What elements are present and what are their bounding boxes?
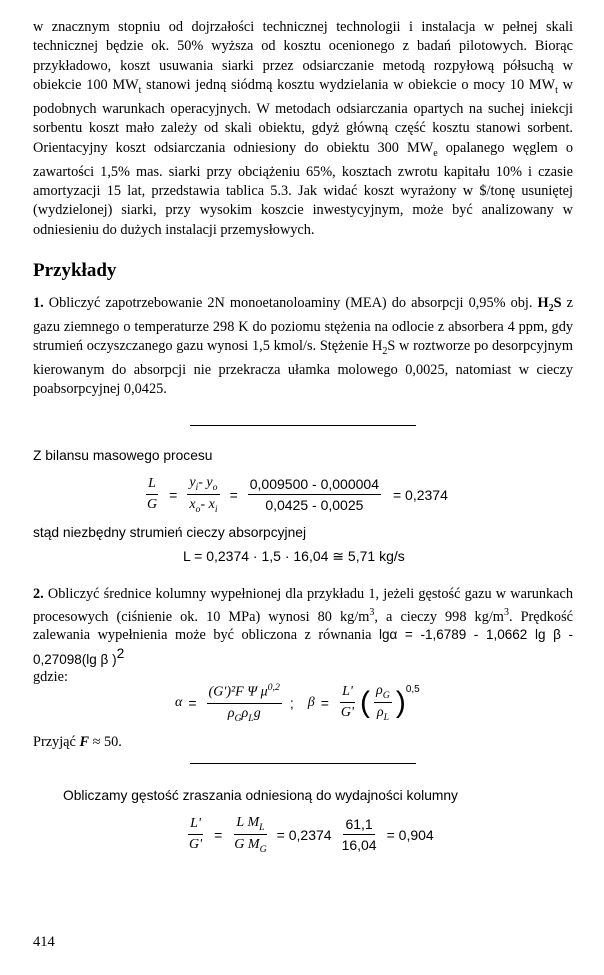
eq2-M2: M — [247, 837, 260, 853]
solution-1-text-2: stąd niezbędny strumień cieczy absorpcyjnej — [33, 525, 307, 541]
gravity-g: g — [253, 705, 261, 721]
separator-2 — [190, 763, 416, 764]
h2s-2: 2 — [548, 302, 554, 314]
frac-y-x — [187, 475, 219, 516]
eq2-Gprime: G' — [189, 837, 203, 853]
assume-line — [33, 734, 573, 751]
eq-sign-1: = — [169, 486, 178, 503]
frac-beta — [339, 684, 356, 721]
rho-l: ρ — [241, 705, 249, 721]
eq-x: x — [189, 497, 196, 513]
assume-text: Przyjąć — [33, 733, 80, 750]
eq-x-minus: - x — [200, 497, 215, 513]
eq-sign-2: = — [229, 486, 238, 503]
rho-num-sub: G — [382, 689, 390, 701]
example-2-number: 2. — [33, 586, 44, 603]
frac-L-G — [145, 476, 159, 513]
frac-values-2 — [340, 816, 379, 853]
frac-alpha — [207, 682, 282, 723]
frac-values — [248, 476, 381, 513]
eq2-den: 16,04 — [341, 837, 377, 854]
eq2-Lprime: L' — [188, 816, 203, 835]
page-content — [33, 18, 573, 865]
equation-alpha-beta — [175, 682, 573, 723]
beta-denominator: G' — [340, 705, 355, 721]
equation-balance — [141, 475, 573, 516]
rho-g-sub: G — [234, 712, 242, 724]
eq-y-i: i — [195, 481, 199, 493]
eq2-M-G: G — [259, 844, 267, 856]
rho-den-sub: L — [383, 712, 390, 724]
eq2-mid: = 0,2374 — [276, 826, 332, 843]
paren-close: ) — [395, 685, 406, 719]
example-2-text-1: Obliczyć średnice kolumny wypełnionej dla przykładu 1, jeżeli gęstość gazu w warunkach procesowych (ciśnienie ok. 10 MPa) wynosi 80 kg/m — [33, 586, 573, 625]
rho-den: ρ — [376, 705, 384, 721]
eq-alpha: α — [175, 694, 183, 710]
eq-den-values: 0,0425 - 0,0025 — [265, 497, 364, 514]
beta-exponent: 0,5 — [405, 684, 420, 696]
example-2-text-3: . Prędkość zalewania wypełnienia może być obliczona z równania — [33, 608, 573, 644]
h2s-s: S — [553, 294, 562, 311]
intro-sub-1: t — [138, 84, 142, 96]
paren-open: ( — [360, 685, 371, 719]
eq-alpha-sign: = — [188, 694, 197, 711]
eq-x-i: i — [214, 504, 218, 516]
eq-x-o: o — [195, 504, 201, 516]
alpha-numerator: (G')²F Ψ μ — [208, 684, 268, 700]
example-2-text-2: , a cieczy 998 kg/m — [374, 608, 504, 625]
solution-1-intro: Z bilansu masowego procesu — [33, 447, 213, 463]
eq2-num: 61,1 — [343, 816, 374, 835]
section-heading: Przykłady — [33, 259, 117, 281]
h2s-h: H — [537, 294, 549, 311]
example-1: 1. Obliczyć zapotrzebowanie 2N monoetanoloaminy (MEA) do absorpcji 0,95% obj. $H_2S$ z gazu ziemnego o temperaturze 298 K do poziomu stężenia na odlocie z absorbera 4 ppm, gdy strumień oczyszczanego gazu wynosi 1,5 kmol/s. Stężenie $H_2S$ w roztworze po desorpcyjnym kierowanym do absorpcji nie przekracza ułamka molowego 0,0025, natomiast w cieczy poabsorpcyjnej 0,0425. — [33, 294, 573, 398]
eq2-M: M — [247, 814, 260, 830]
eq2-result: = 0,904 — [386, 826, 434, 843]
eq2-L: L — [236, 814, 244, 830]
example-2-equation: lgα = -1,6789 - 1,0662 lg β - 0,27098(lg β ) — [33, 627, 573, 667]
eq-beta: β — [307, 694, 315, 710]
intro-text-3: w podobnych warunkach operacyjnych. W metodach odsiarczania opartych na suchej iniekcji sorbentu koszt mało zależy od skali obiektu, gdyż główną część kosztu stanowi sorbent. Orientacyjny koszt odsiarczania odniesiony do obiektu 300 MW — [33, 76, 573, 156]
equation-L: L = 0,2374 · 1,5 · 16,04 ≅ 5,71 kg/s — [183, 548, 405, 565]
intro-sub-2: t — [555, 84, 558, 96]
eq-y: y — [189, 474, 196, 490]
rho-num: ρ — [376, 682, 383, 698]
eq2-M-L: L — [259, 821, 265, 833]
rho-l-sub: L — [248, 712, 254, 724]
eq-y-o: o — [212, 481, 218, 493]
eq2-sign: = — [214, 826, 223, 843]
frac-L-G-2 — [232, 815, 268, 856]
solution-2-intro: Obliczamy gęstość zraszania odniesioną do wydajności kolumny — [63, 787, 458, 803]
rho-g: ρ — [227, 705, 235, 721]
example-2-sup-2: 3 — [503, 606, 509, 618]
intro-text-2: stanowi jedną siódmą kosztu wydzielania w obiekcie o mocy 10 MW — [141, 76, 556, 93]
eq-y-minus: - y — [198, 474, 213, 490]
example-1-text-1: Obliczyć zapotrzebowanie 2N monoetanoloaminy (MEA) do absorpcji 0,95% obj. — [43, 294, 538, 311]
eq-L: L — [146, 476, 158, 495]
beta-numerator: L' — [340, 684, 355, 703]
eq-result-1: = 0,2374 — [392, 486, 448, 503]
page-number: 414 — [33, 934, 55, 950]
eq-num-values: 0,009500 - 0,000004 — [248, 476, 381, 495]
alpha-numerator-sup: 0,2 — [267, 682, 280, 694]
eq-semicolon: ; — [289, 694, 294, 711]
example-1-number: 1. — [33, 294, 44, 311]
assume-value: ≈ 50. — [89, 733, 122, 750]
example-1-text-2: z gazu ziemnego o temperaturze 298 K do poziomu stężenia na odlocie z absorbera 4 ppm, gdy strumień oczyszczanego gazu wynosi 1,5 kmol/s. Stężenie — [33, 294, 573, 355]
intro-text-4: opalanego węglem o zawartości 1,5% mas. siarki przy obciążeniu 65%, kosztach zwrotu kapitału 10% i czasie amortyzacji 15 lat, przedstawia tablica 5.3. Jak widać koszt wyrażony w $/tonę usuniętej (wydzielonej) siarki, przy wysokim koszcie inwestycyjnym, może być analizowany w odniesieniu do dużych instalacji przemysłowych. — [33, 139, 573, 238]
gdzie-label: gdzie: — [33, 669, 68, 686]
example-1-text-3: w roztworze po desorpcyjnym kierowanym do absorpcji nie przekracza ułamka molowego 0,0025, natomiast w cieczy poabsorpcyjnej 0,0425. — [33, 338, 573, 398]
assume-F: F — [79, 733, 89, 750]
eq2-G: G — [234, 837, 245, 853]
intro-text-1: w znacznym stopniu od dojrzałości technicznej technologii i instalacja w pełnej skali technicznej będzie ok. 50% wyższa od kosztu ocenionego z badań pilotowych. Biorąc przykładowo, koszt usuwania siarki przez odsiarczanie metodą rozpyłową półsuchą w obiekcie 100 MW — [33, 19, 573, 93]
separator-1 — [190, 425, 416, 426]
intro-paragraph — [33, 18, 573, 240]
example-2-equation-sup: 2 — [116, 645, 125, 661]
intro-sub-3: e — [433, 147, 438, 159]
equation-density — [183, 815, 573, 856]
eq-beta-sign: = — [320, 694, 329, 711]
frac-rho — [374, 683, 392, 724]
example-2 — [33, 585, 573, 669]
frac-Lp-Gp — [187, 816, 204, 853]
example-2-sup-1: 3 — [369, 606, 375, 618]
eq-G: G — [147, 497, 158, 513]
